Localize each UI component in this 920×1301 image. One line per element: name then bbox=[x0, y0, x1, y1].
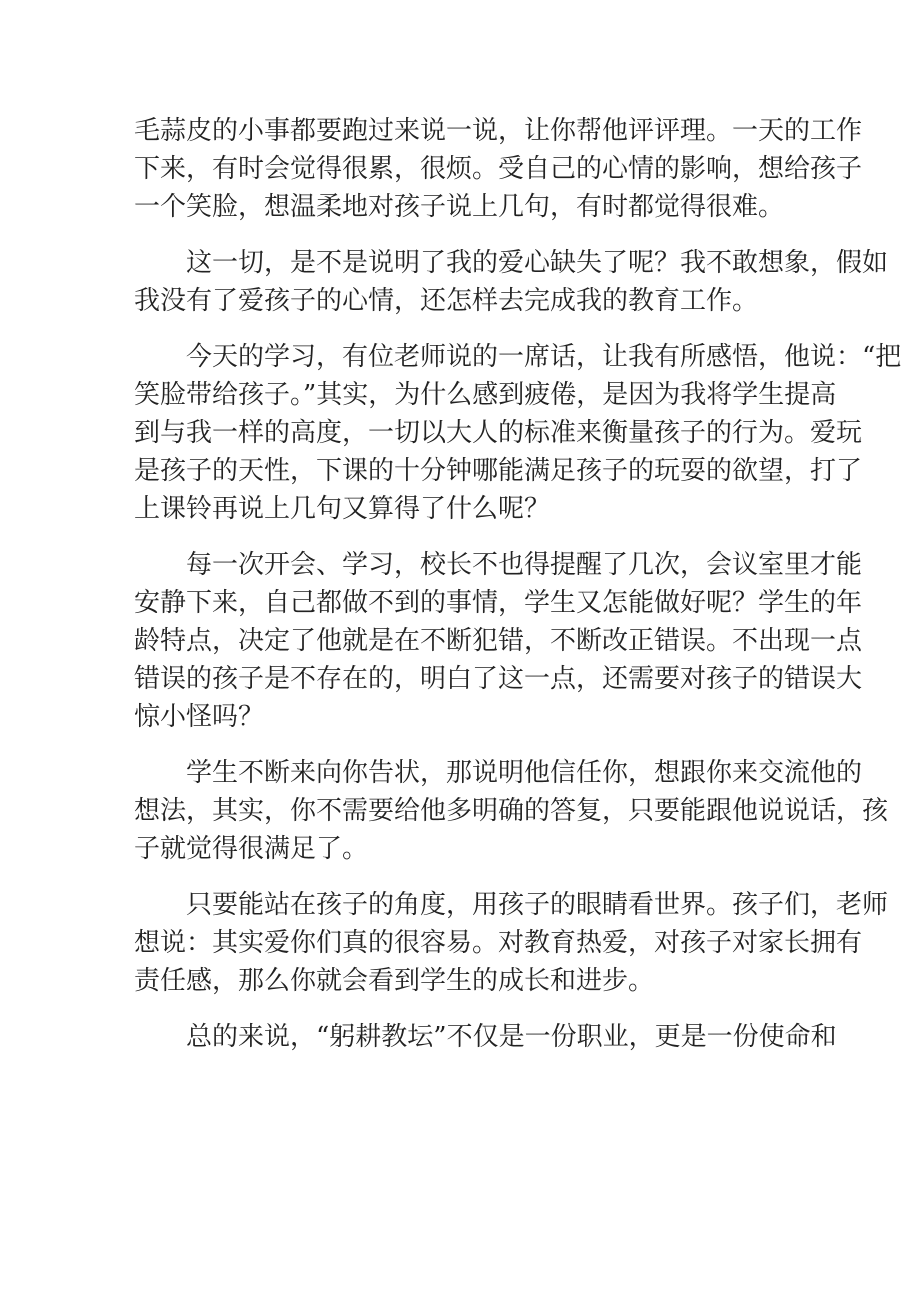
text-line: 学生不断来向你告状，那说明他信任你，想跟你来交流他的 bbox=[186, 758, 863, 788]
text-line: 想法，其实，你不需要给他多明确的答复，只要能跟他说说话，孩 bbox=[134, 796, 889, 826]
text-line: 想说：其实爱你们真的很容易。对教育热爱，对孩子对家长拥有 bbox=[134, 928, 863, 958]
paragraph-1 bbox=[134, 112, 863, 226]
text-line: 子就觉得很满足了。 bbox=[134, 834, 369, 864]
text-line: 龄特点，决定了他就是在不断犯错，不断改正错误。不出现一点 bbox=[134, 626, 863, 656]
text-line: 惊小怪吗？ bbox=[134, 702, 265, 732]
text-line: 毛蒜皮的小事都要跑过来说一说，让你帮他评评理。一天的工作 bbox=[134, 116, 863, 146]
text-line: 笑脸带给孩子。”其实，为什么感到疲倦，是因为我将学生提高 bbox=[134, 380, 837, 410]
text-line: 只要能站在孩子的角度，用孩子的眼睛看世界。孩子们，老师 bbox=[186, 890, 889, 920]
text-line: 错误的孩子是不存在的，明白了这一点，还需要对孩子的错误大 bbox=[134, 664, 863, 694]
paragraph-7 bbox=[134, 1018, 837, 1056]
paragraph-6 bbox=[134, 886, 889, 1000]
paragraph-5 bbox=[134, 754, 889, 868]
text-line: 一个笑脸，想温柔地对孩子说上几句，有时都觉得很难。 bbox=[134, 192, 785, 222]
text-line: 到与我一样的高度，一切以大人的标准来衡量孩子的行为。爱玩 bbox=[134, 418, 863, 448]
text-line: 我没有了爱孩子的心情，还怎样去完成我的教育工作。 bbox=[134, 286, 759, 316]
paragraph-2 bbox=[134, 244, 889, 320]
text-line: 上课铃再说上几句又算得了什么呢？ bbox=[134, 494, 551, 524]
text-line: 下来，有时会觉得很累，很烦。受自己的心情的影响，想给孩子 bbox=[134, 154, 863, 184]
text-line: 今天的学习，有位老师说的一席话，让我有所感悟，他说：“把 bbox=[186, 342, 902, 372]
text-line: 总的来说，“躬耕教坛”不仅是一份职业，更是一份使命和 bbox=[186, 1022, 837, 1052]
document-page bbox=[134, 112, 902, 1056]
paragraph-3 bbox=[134, 338, 902, 528]
text-line: 安静下来，自己都做不到的事情，学生又怎能做好呢？学生的年 bbox=[134, 588, 863, 618]
text-line: 责任感，那么你就会看到学生的成长和进步。 bbox=[134, 966, 655, 996]
text-line: 是孩子的天性，下课的十分钟哪能满足孩子的玩耍的欲望，打了 bbox=[134, 456, 863, 486]
text-line: 每一次开会、学习，校长不也得提醒了几次，会议室里才能 bbox=[186, 550, 863, 580]
paragraph-4 bbox=[134, 546, 863, 736]
text-line: 这一切，是不是说明了我的爱心缺失了呢？我不敢想象，假如 bbox=[186, 248, 889, 278]
